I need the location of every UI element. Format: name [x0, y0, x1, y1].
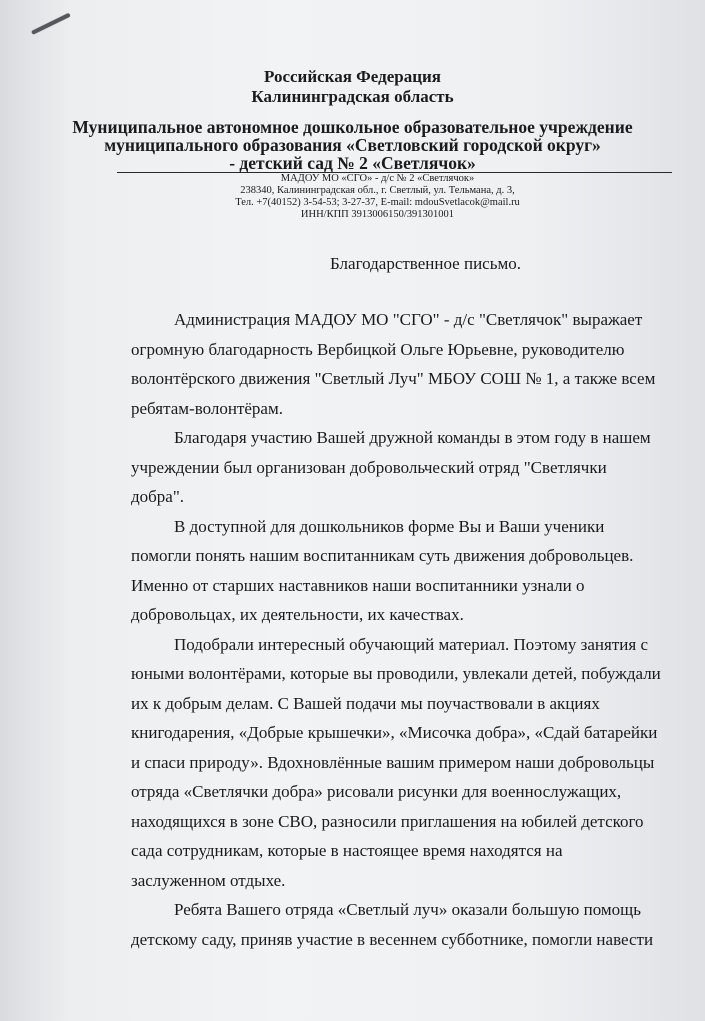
- text-line: учреждении был организован добровольческий отряд "Светлячки: [131, 457, 607, 477]
- text-line: В доступной для дошкольников форме Вы и Ваши ученики: [174, 516, 605, 536]
- text-line: Благодаря участию Вашей дружной команды в этом году в нашем: [174, 428, 651, 447]
- text-line: книгодарения, «Добрые крышечки», «Мисочка добра», «Сдай батарейки: [131, 723, 658, 742]
- paragraph: [131, 512, 671, 630]
- header-country: Российская Федерация: [264, 67, 441, 86]
- text-line: Подобрали интересный обучающий материал. Поэтому занятия с: [174, 634, 648, 654]
- text-line: отряда «Светлячки добра» рисовали рисунки для военнослужащих,: [131, 782, 622, 801]
- paragraph: [131, 630, 671, 896]
- letter-title: Благодарственное письмо.: [330, 254, 521, 273]
- text-line: ребятам-волонтёрам.: [131, 398, 283, 418]
- header-contacts: Тел. +7(40152) 3-54-53; 3-27-37, E-mail: mdouSvetlacok@mail.ru: [235, 197, 520, 208]
- text-line: добровольцах, их деятельности, их качествах.: [131, 605, 464, 624]
- text-line: их к добрым делам. С Вашей подачи мы поучаствовали в акциях: [131, 693, 600, 713]
- pencil-mark: [31, 13, 71, 35]
- header-institution-line-1: Муниципальное автономное дошкольное образовательное учреждение: [72, 117, 633, 137]
- text-line: юными волонтёрами, которые вы проводили, увлекали детей, побуждали: [131, 664, 661, 683]
- text-line: сада сотрудникам, которые в настоящее время находятся на: [131, 841, 563, 860]
- header-institution-line-2: муниципального образования «Светловский городской округ»: [104, 135, 601, 155]
- text-line: добра".: [131, 487, 185, 506]
- text-line: помогли понять нашим воспитанникам суть движения добровольцев.: [131, 546, 634, 565]
- paragraph: [131, 305, 671, 423]
- text-line: находящихся в зоне СВО, разносили приглашения на юбилей детского: [131, 811, 644, 831]
- text-line: детскому саду, приняв участие в весеннем субботнике, помогли навести: [131, 929, 654, 949]
- header-institution-line-3: - детский сад № 2 «Светлячок»: [229, 153, 476, 173]
- paragraph: [131, 423, 671, 512]
- text-line: Администрация МАДОУ МО "СГО" - д/с "Светлячок" выражает: [174, 310, 643, 329]
- text-line: волонтёрского движения "Светлый Луч" МБОУ СОШ № 1, а также всем: [131, 369, 656, 388]
- text-line: Именно от старших наставников наши воспитанники узнали о: [131, 575, 585, 595]
- text-line: огромную благодарность Вербицкой Ольге Юрьевне, руководителю: [131, 339, 625, 359]
- text-line: Ребята Вашего отряда «Светлый луч» оказали большую помощь: [174, 900, 641, 919]
- paragraph: [131, 895, 671, 954]
- text-line: и спаси природу». Вдохновлённые вашим примером наши добровольцы: [131, 752, 655, 772]
- text-line: заслуженном отдыхе.: [131, 870, 286, 890]
- letter-body: [131, 305, 671, 954]
- header-inn: ИНН/КПП 3913006150/391301001: [300, 209, 455, 220]
- header-short-name: МАДОУ МО «СГО» - д/с № 2 «Светлячок»: [280, 173, 475, 184]
- header-address: 238340, Калининградская обл., г. Светлый, ул. Тельмана, д. 3,: [240, 185, 515, 196]
- header-region: Калининградская область: [251, 87, 454, 106]
